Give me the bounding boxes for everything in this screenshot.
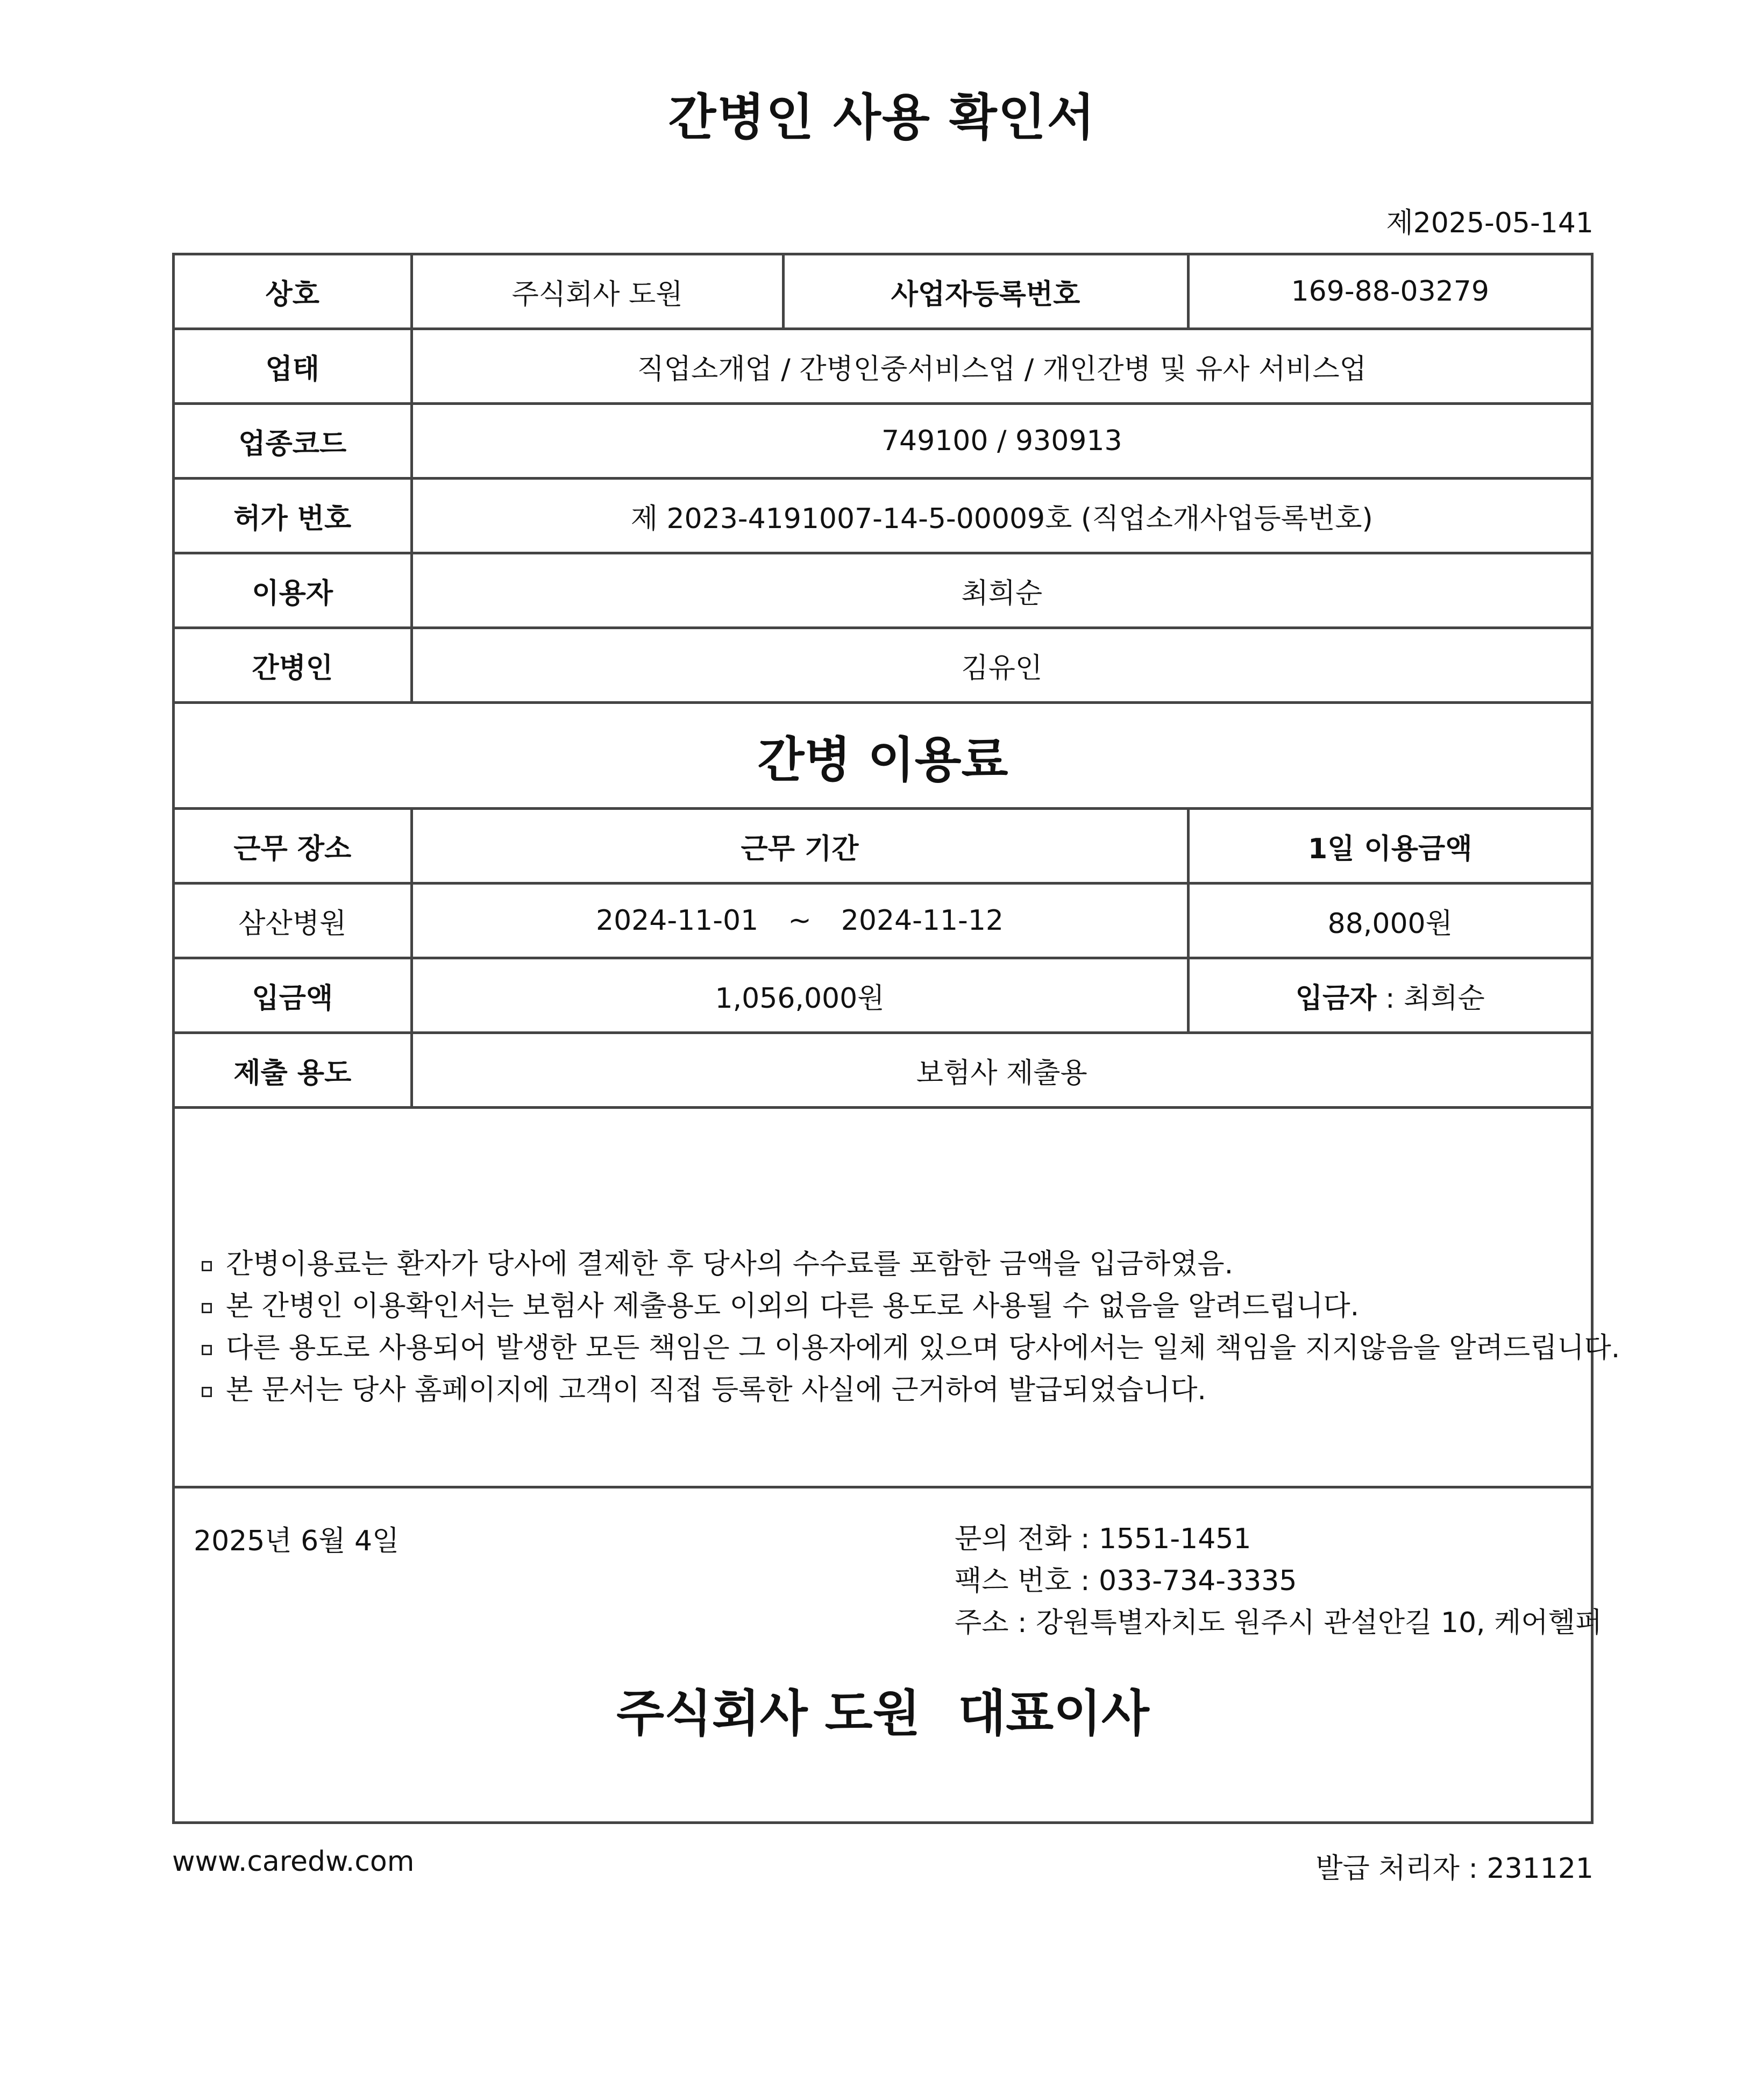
contact-info <box>955 1518 1602 1644</box>
depositor-cell <box>1188 958 1591 1033</box>
trade-name-row <box>175 255 1591 329</box>
fee-section-title-row <box>175 703 1591 809</box>
address-text: 주소 : 강원특별자치도 원주시 관설안길 10, 케어헬퍼 <box>955 1607 1603 1639</box>
period-start: 2024-11-01 <box>596 904 759 937</box>
period-separator: ~ <box>788 904 812 937</box>
fee-section-title: 간병 이용료 <box>175 703 1591 809</box>
period-value <box>411 884 1188 958</box>
daily-fee-value: 88,000원 <box>1188 884 1591 958</box>
caregiver-row <box>175 628 1591 703</box>
deposit-label: 입금액 <box>175 958 411 1033</box>
note-item: 본 간병인 이용확인서는 보험사 제출용도 이외의 다른 용도로 사용될 수 없음을 알려드립니다. <box>202 1285 1620 1327</box>
signature-title: 대표이사 <box>958 1685 1149 1742</box>
period-end: 2024-11-12 <box>841 904 1004 937</box>
business-type-row <box>175 329 1591 404</box>
industry-code-row <box>175 404 1591 479</box>
document-number: 제2025-05-141 <box>1386 207 1594 239</box>
notes-list <box>202 1243 1620 1411</box>
permit-row <box>175 479 1591 553</box>
daily-fee-header: 1일 이용금액 <box>1188 809 1591 884</box>
depositor-value: 최희순 <box>1404 982 1485 1015</box>
fax-text: 팩스 번호 : 033-734-3335 <box>955 1565 1297 1597</box>
deposit-row <box>175 958 1591 1033</box>
user-label: 이용자 <box>175 553 411 628</box>
trade-name-label: 상호 <box>175 255 411 329</box>
business-type-value: 직업소개업 / 간병인중서비스업 / 개인간병 및 유사 서비스업 <box>411 329 1591 404</box>
permit-label: 허가 번호 <box>175 479 411 553</box>
caregiver-value: 김유인 <box>411 628 1591 703</box>
caregiver-label: 간병인 <box>175 628 411 703</box>
footer-area <box>175 1488 1603 1790</box>
industry-code-value: 749100 / 930913 <box>411 404 1591 479</box>
note-item: 간병이용료는 환자가 당사에 결제한 후 당사의 수수료를 포함한 금액을 입금하였음. <box>202 1243 1620 1285</box>
business-reg-value: 169-88-03279 <box>1188 255 1591 329</box>
permit-value: 제 2023-4191007-14-5-00009호 (직업소개사업등록번호) <box>411 479 1591 553</box>
user-value: 최희순 <box>411 553 1591 628</box>
deposit-value: 1,056,000원 <box>411 958 1188 1033</box>
phone-text: 문의 전화 : 1551-1451 <box>955 1523 1251 1555</box>
depositor-separator: : <box>1376 982 1404 1015</box>
document-title: 간병인 사용 확인서 <box>668 89 1096 146</box>
workplace-value: 삼산병원 <box>175 884 411 958</box>
fee-header-row <box>175 809 1591 884</box>
user-row <box>175 553 1591 628</box>
business-reg-label: 사업자등록번호 <box>783 255 1188 329</box>
note-item: 다른 용도로 사용되어 발생한 모든 책임은 그 이용자에게 있으며 당사에서는 일체 책임을 지지않음을 알려드립니다. <box>202 1327 1620 1369</box>
note-item: 본 문서는 당사 홈페이지에 고객이 직접 등록한 사실에 근거하여 발급되었습니다. <box>202 1369 1620 1411</box>
notes-area <box>175 1109 1620 1488</box>
fee-values-row <box>175 884 1591 958</box>
trade-name-value: 주식회사 도원 <box>411 255 783 329</box>
issue-processor: 발급 처리자 : 231121 <box>1315 1853 1594 1885</box>
signature-company: 주식회사 도원 <box>616 1685 921 1742</box>
purpose-value: 보험사 제출용 <box>411 1033 1591 1108</box>
business-type-label: 업태 <box>175 329 411 404</box>
depositor-label: 입금자 <box>1295 982 1377 1015</box>
industry-code-label: 업종코드 <box>175 404 411 479</box>
signature <box>175 1674 1591 1745</box>
purpose-label: 제출 용도 <box>175 1033 411 1108</box>
purpose-row <box>175 1033 1591 1108</box>
workplace-header: 근무 장소 <box>175 809 411 884</box>
issue-date: 2025년 6월 4일 <box>194 1525 400 1557</box>
website-url: www.caredw.com <box>172 1846 415 1878</box>
period-header: 근무 기간 <box>411 809 1188 884</box>
confirmation-form <box>172 253 1620 1824</box>
info-table <box>175 255 1591 1109</box>
